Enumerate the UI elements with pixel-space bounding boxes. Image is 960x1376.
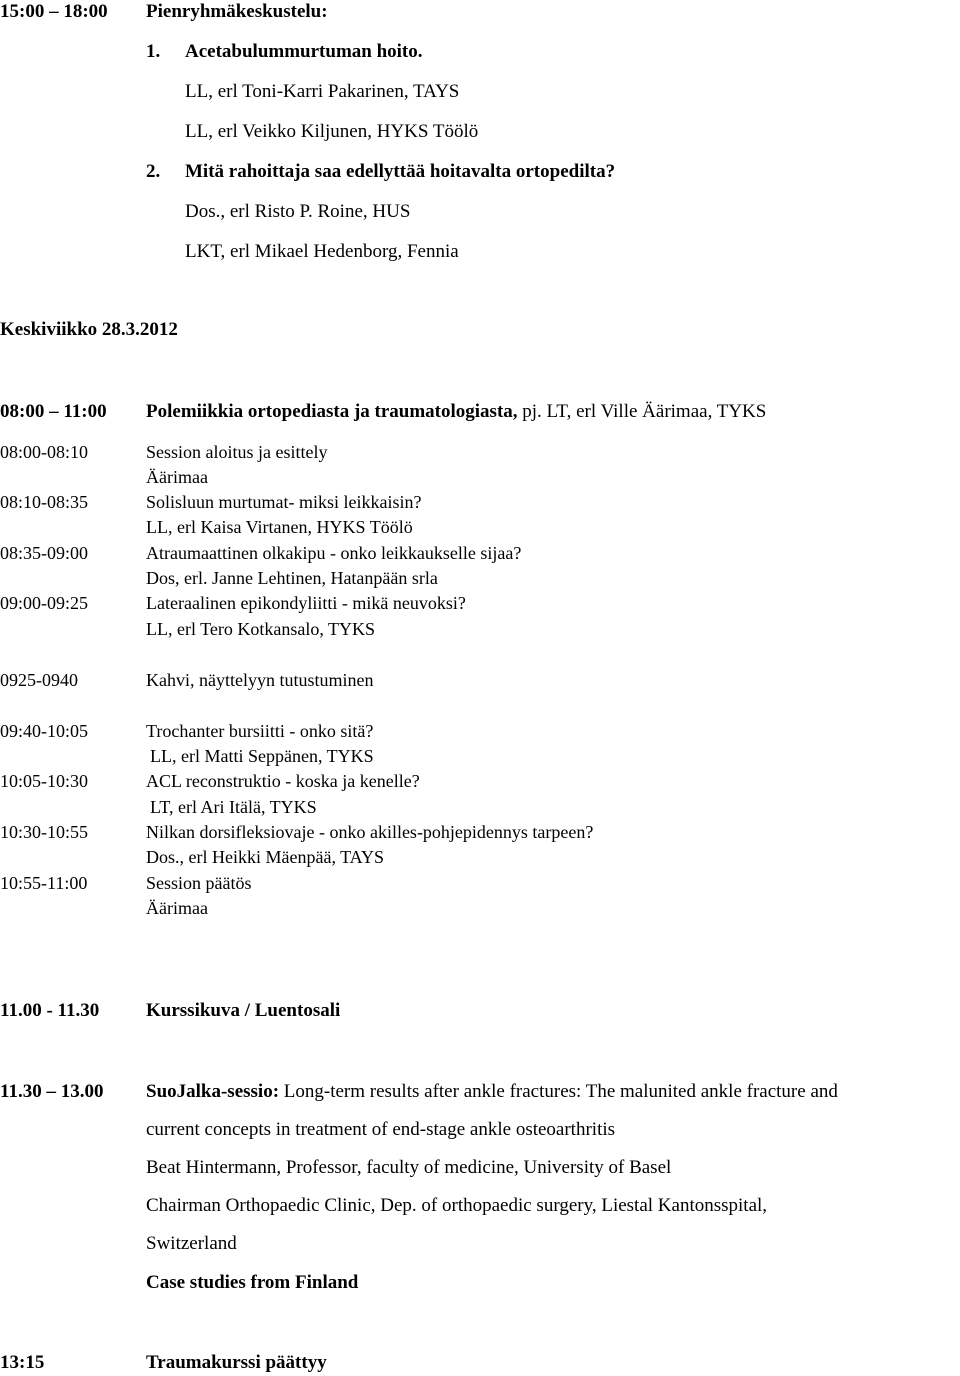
- schedule-topic: Session päätös: [146, 873, 252, 893]
- session-chair: pj. LT, erl Ville Äärimaa, TYKS: [522, 401, 767, 422]
- schedule-topic: Atraumaattinen olkakipu - onko leikkaukselle sijaa?: [146, 543, 522, 563]
- schedule-time: 10:30-10:55: [0, 822, 88, 842]
- schedule-topic: Nilkan dorsifleksiovaje - onko akilles-pohjepidennys tarpeen?: [146, 822, 594, 842]
- session-title-line: [146, 402, 766, 421]
- session-time: 13:15: [0, 1352, 45, 1373]
- case-studies-title: Case studies from Finland: [146, 1272, 359, 1293]
- session-description: current concepts in treatment of end-stage ankle osteoarthritis: [146, 1119, 616, 1140]
- session-title: Kurssikuva / Luentosali: [146, 1000, 341, 1021]
- speaker: LL, erl Toni-Karri Pakarinen, TAYS: [185, 81, 460, 102]
- schedule-topic: ACL reconstruktio - koska ja kenelle?: [146, 771, 420, 791]
- session-title-line: [146, 1082, 838, 1101]
- day-heading: Keskiviikko 28.3.2012: [0, 319, 178, 340]
- item-title: Acetabulummurtuman hoito.: [185, 41, 423, 62]
- session-time: 08:00 – 11:00: [0, 401, 107, 422]
- schedule-speaker: LL, erl Kaisa Virtanen, HYKS Töölö: [146, 517, 413, 537]
- schedule-time: 10:05-10:30: [0, 771, 88, 791]
- schedule-topic: Session aloitus ja esittely: [146, 442, 328, 462]
- schedule-topic: Solisluun murtumat- miksi leikkaisin?: [146, 492, 422, 512]
- schedule-speaker: LT, erl Ari Itälä, TYKS: [150, 797, 317, 817]
- session-title: Pienryhmäkeskustelu:: [146, 1, 328, 22]
- speaker: Dos., erl Risto P. Roine, HUS: [185, 201, 411, 222]
- session-description: Long-term results after ankle fractures: The malunited ankle fracture and: [283, 1081, 838, 1102]
- schedule-speaker: LL, erl Matti Seppänen, TYKS: [150, 746, 374, 766]
- schedule-time: 08:00-08:10: [0, 442, 88, 462]
- schedule-speaker: Äärimaa: [146, 898, 208, 918]
- schedule-time: 10:55-11:00: [0, 873, 88, 893]
- session-time: 11.00 - 11.30: [0, 1000, 100, 1021]
- schedule-time: 08:35-09:00: [0, 543, 88, 563]
- item-title: Mitä rahoittaja saa edellyttää hoitavalta ortopedilta?: [185, 161, 616, 182]
- schedule-time: 09:00-09:25: [0, 593, 88, 613]
- schedule-topic: Lateraalinen epikondyliitti - mikä neuvoksi?: [146, 593, 466, 613]
- speaker: Chairman Orthopaedic Clinic, Dep. of orthopaedic surgery, Liestal Kantonsspital,: [146, 1195, 768, 1216]
- schedule-speaker: Äärimaa: [146, 467, 208, 487]
- session-title: Traumakurssi päättyy: [146, 1352, 327, 1373]
- schedule-speaker: LL, erl Tero Kotkansalo, TYKS: [146, 619, 376, 639]
- session-time: 11.30 – 13.00: [0, 1081, 104, 1102]
- schedule-time: 09:40-10:05: [0, 721, 88, 741]
- speaker: LL, erl Veikko Kiljunen, HYKS Töölö: [185, 121, 479, 142]
- speaker: LKT, erl Mikael Hedenborg, Fennia: [185, 241, 459, 262]
- schedule-speaker: Dos, erl. Janne Lehtinen, Hatanpään srla: [146, 568, 438, 588]
- schedule-time: 0925-0940: [0, 670, 78, 690]
- schedule-topic: Kahvi, näyttelyyn tutustuminen: [146, 670, 374, 690]
- speaker: Beat Hintermann, Professor, faculty of medicine, University of Basel: [146, 1157, 672, 1178]
- session-title: Polemiikkia ortopediasta ja traumatologiasta,: [146, 401, 518, 422]
- session-time: 15:00 – 18:00: [0, 1, 108, 22]
- schedule-time: 08:10-08:35: [0, 492, 88, 512]
- item-number: 2.: [146, 161, 161, 182]
- schedule-topic: Trochanter bursiitti - onko sitä?: [146, 721, 374, 741]
- item-number: 1.: [146, 41, 161, 62]
- speaker: Switzerland: [146, 1233, 237, 1254]
- session-title: SuoJalka-sessio:: [146, 1081, 280, 1102]
- schedule-speaker: Dos., erl Heikki Mäenpää, TAYS: [146, 847, 385, 867]
